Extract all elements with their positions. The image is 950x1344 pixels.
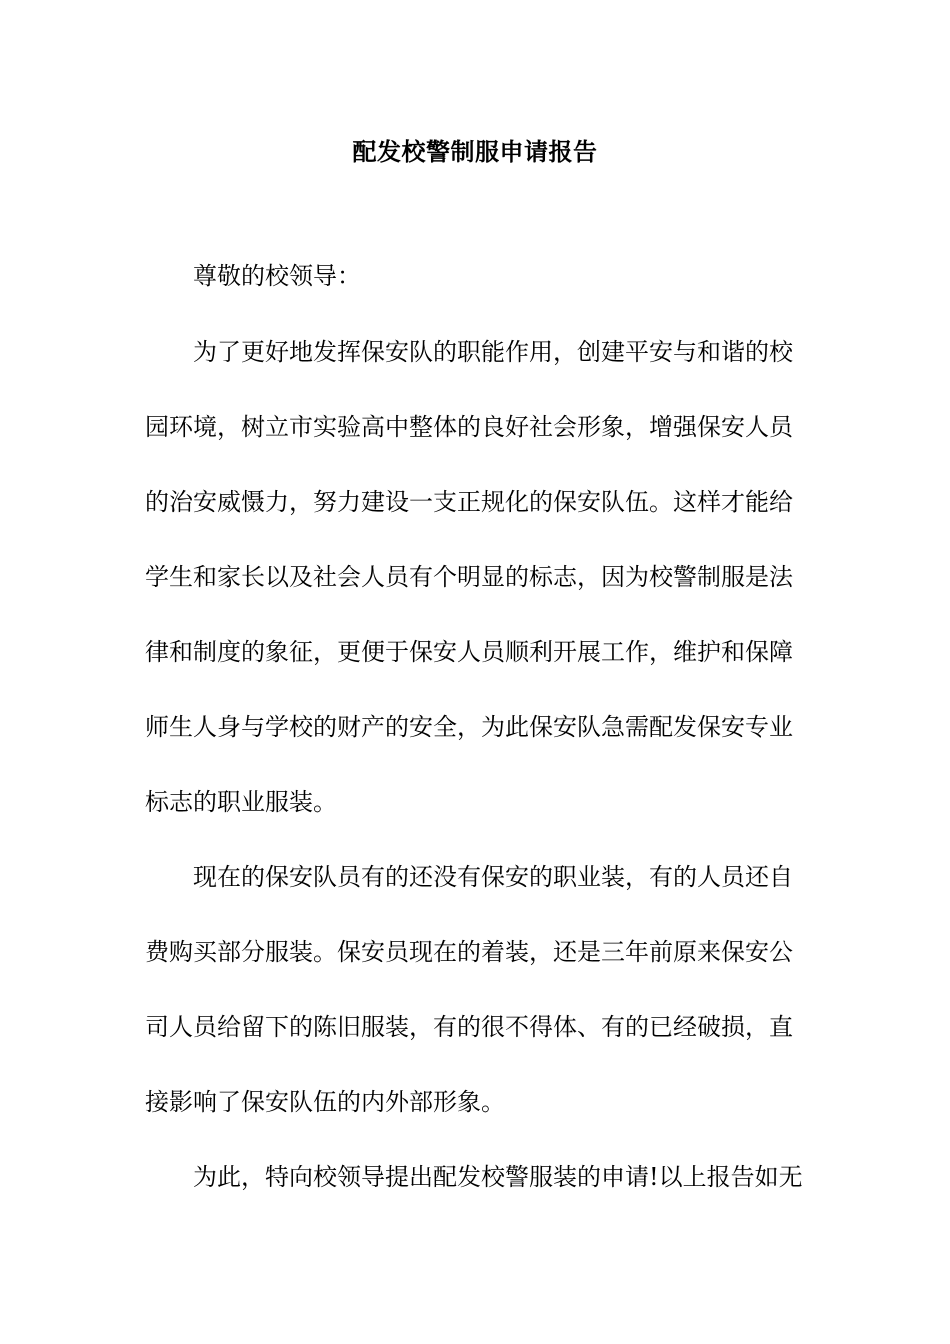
- paragraph-1-line-5: 律和制度的象征，更便于保安人员顺利开展工作，维护和保障: [145, 638, 793, 666]
- paragraph-1-line-6: 师生人身与学校的财产的安全，为此保安队急需配发保安专业: [145, 713, 793, 741]
- paragraph-1-line-4: 学生和家长以及社会人员有个明显的标志，因为校警制服是法: [145, 563, 793, 591]
- paragraph-1-line-3: 的治安威慑力，努力建设一支正规化的保安队伍。这样才能给: [145, 488, 793, 516]
- document-title: 配发校警制服申请报告: [352, 137, 598, 166]
- salutation: 尊敬的校领导：: [193, 262, 361, 290]
- paragraph-2-line-4: 接影响了保安队伍的内外部形象。: [145, 1088, 505, 1116]
- paragraph-1-line-7: 标志的职业服装。: [145, 788, 337, 816]
- paragraph-2-line-2: 费购买部分服装。保安员现在的着装，还是三年前原来保安公: [145, 938, 793, 966]
- paragraph-2-line-1: 现在的保安队员有的还没有保安的职业装，有的人员还自: [193, 863, 793, 891]
- paragraph-3-line-1: 为此，特向校领导提出配发校警服装的申请!以上报告如无: [193, 1163, 803, 1191]
- paragraph-1-line-1: 为了更好地发挥保安队的职能作用，创建平安与和谐的校: [193, 338, 793, 366]
- paragraph-2-line-3: 司人员给留下的陈旧服装，有的很不得体、有的已经破损，直: [145, 1013, 793, 1041]
- paragraph-1-line-2: 园环境，树立市实验高中整体的良好社会形象，增强保安人员: [145, 413, 793, 441]
